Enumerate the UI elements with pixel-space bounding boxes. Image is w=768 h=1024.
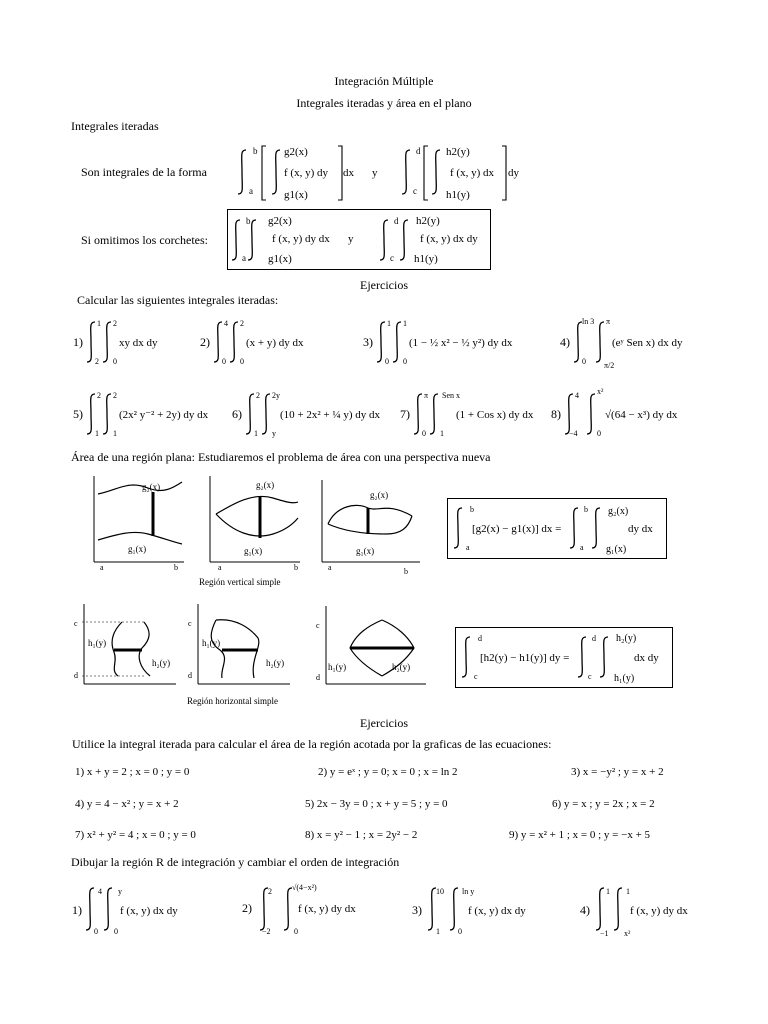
vertical-caption: Región vertical simple [199,577,281,587]
svg-text:0: 0 [597,429,601,438]
svg-text:0: 0 [403,357,407,366]
svg-text:1): 1) [73,335,83,349]
svg-text:0: 0 [113,357,117,366]
svg-text:0: 0 [294,927,298,936]
svg-text:b: b [584,505,588,514]
omit-label: Si omitimos los corchetes: [81,233,208,247]
horizontal-formula [456,629,670,685]
svg-text:dx: dx [343,167,354,179]
svg-text:g₁(x): g₁(x) [128,544,147,554]
svg-text:0: 0 [114,927,118,936]
svg-text:h₂(y): h₂(y) [266,658,285,668]
svg-text:1: 1 [626,887,630,896]
exercise-4 [560,317,683,370]
svg-text:d: d [592,634,596,643]
area-exercise-7: 7) x² + y² = 4 ; x = 0 ; y = 0 [75,829,196,841]
svg-text:g₁(x): g₁(x) [244,546,263,556]
svg-text:c: c [188,619,192,628]
svg-text:c: c [74,619,78,628]
svg-text:b: b [174,563,178,572]
svg-text:(10 + 2x² + ¼ y) dy dx: (10 + 2x² + ¼ y) dy dx [280,409,381,421]
exercise-row-1 [73,316,753,372]
svg-text:a: a [580,543,584,552]
svg-text:0: 0 [222,357,226,366]
svg-text:d: d [394,216,399,226]
svg-text:1: 1 [403,319,407,328]
area-exercise-1: 1) x + y = 2 ; x = 0 ; y = 0 [75,766,190,778]
svg-text:b: b [246,216,251,226]
svg-text:x²: x² [624,929,631,938]
svg-text:√(4−x²): √(4−x²) [292,883,317,892]
svg-text:ln y: ln y [462,887,475,896]
svg-text:0: 0 [94,927,98,936]
svg-text:7): 7) [400,407,410,421]
exercise-6 [232,391,381,438]
svg-text:10: 10 [436,887,444,896]
svg-text:0: 0 [240,357,244,366]
exercise-5 [73,391,209,438]
svg-text:d: d [416,146,421,156]
svg-text:h₂(y): h₂(y) [616,633,637,644]
svg-text:1: 1 [95,429,99,438]
svg-text:0: 0 [385,357,389,366]
svg-text:2y: 2y [272,391,280,400]
svg-text:6): 6) [232,407,242,421]
svg-text:y: y [348,233,354,245]
area-exercise-2: 2) y = eˣ ; y = 0; x = 0 ; x = ln 2 [318,766,458,778]
svg-text:1: 1 [97,319,101,328]
page-title: Integración Múltiple [334,74,434,88]
svg-text:(x + y) dy dx: (x + y) dy dx [246,337,304,349]
svg-text:c: c [474,672,478,681]
ejercicios-heading-1: Ejercicios [360,278,408,292]
svg-text:h₂(y): h₂(y) [392,662,411,672]
ejercicios-instruction-2: Utilice la integral iterada para calcular el área de la región acotada por la graficas de las ecuaciones: [72,737,552,751]
svg-text:2: 2 [113,391,117,400]
svg-text:a: a [242,253,246,263]
iterated-integral-forms [232,142,532,202]
exercise-row-2 [73,388,753,444]
svg-text:Sen x: Sen x [442,391,460,400]
svg-text:5): 5) [73,407,83,421]
svg-text:g1(x): g1(x) [268,253,292,265]
svg-text:0: 0 [422,429,426,438]
section-heading-iteradas: Integrales iteradas [71,119,159,133]
svg-text:g₁(x): g₁(x) [606,544,627,555]
svg-text:1: 1 [440,429,444,438]
svg-text:ln 3: ln 3 [582,317,595,326]
svg-text:g₂(x): g₂(x) [256,480,275,490]
svg-text:8): 8) [551,407,561,421]
exercise-2 [200,319,304,366]
form-label: Son integrales de la forma [81,165,207,179]
svg-text:1): 1) [72,903,82,917]
svg-text:π: π [424,391,429,400]
svg-text:h₁(y): h₁(y) [328,662,347,672]
svg-text:2): 2) [200,335,210,349]
svg-text:f (x, y) dy dx: f (x, y) dy dx [630,905,688,917]
area-exercise-5: 5) 2x − 3y = 0 ; x + y = 5 ; y = 0 [305,798,448,810]
svg-text:dy dx: dy dx [628,523,653,535]
svg-text:b: b [404,567,408,576]
svg-text:3): 3) [412,903,422,917]
svg-text:1: 1 [606,887,610,896]
cambio-instruction: Dibujar la región R de integración y cambiar el orden de integración [71,855,400,869]
boxed-integral-forms [228,212,488,268]
svg-text:0: 0 [582,357,586,366]
exercise-7 [400,391,534,438]
svg-text:c: c [588,672,592,681]
horizontal-region-figures [70,602,320,692]
svg-text:4: 4 [224,319,228,328]
svg-text:f (x, y) dx dy: f (x, y) dx dy [120,905,178,917]
svg-text:g₁(x): g₁(x) [356,546,375,556]
svg-text:h₁(y): h₁(y) [614,673,635,684]
svg-text:0: 0 [458,927,462,936]
svg-text:h2(y): h2(y) [446,146,470,158]
svg-text:4: 4 [98,887,102,896]
area-exercise-4: 4) y = 4 − x² ; y = x + 2 [75,798,179,810]
area-heading: Área de una región plana: Estudiaremos el problema de área con una perspectiva nueva [71,450,491,464]
svg-text:a: a [218,563,222,572]
svg-text:a: a [100,563,104,572]
svg-text:2: 2 [256,391,260,400]
svg-text:x²: x² [597,387,604,396]
svg-text:a: a [466,543,470,552]
svg-text:2): 2) [242,901,252,915]
cambio-exercise-4 [580,887,688,938]
svg-text:h2(y): h2(y) [416,215,440,227]
svg-text:h1(y): h1(y) [446,189,470,201]
svg-text:1: 1 [113,429,117,438]
page-subtitle: Integrales iteradas y área en el plano [296,96,472,110]
svg-text:d: d [74,671,78,680]
exercise-3 [363,319,513,366]
exercise-8 [551,387,678,438]
cambio-exercise-2 [242,883,356,936]
svg-text:4): 4) [560,335,570,349]
cambio-exercise-3 [412,887,526,936]
svg-text:g1(x): g1(x) [284,189,308,201]
svg-text:(2x² y⁻² + 2y) dy dx: (2x² y⁻² + 2y) dy dx [119,409,209,421]
svg-text:2: 2 [268,887,272,896]
svg-text:h₁(y): h₁(y) [88,638,107,648]
cambio-exercise-1 [72,887,178,936]
svg-text:f (x, y) dx: f (x, y) dx [450,167,494,179]
svg-text:1: 1 [387,319,391,328]
svg-text:−1: −1 [600,929,609,938]
area-exercise-6: 6) y = x ; y = 2x ; x = 2 [552,798,655,810]
svg-text:[h2(y) − h1(y)] dy =: [h2(y) − h1(y)] dy = [480,652,570,664]
svg-text:g2(x): g2(x) [268,215,292,227]
svg-text:c: c [390,253,394,263]
svg-text:b: b [470,505,474,514]
svg-text:2: 2 [240,319,244,328]
horizontal-caption: Región horizontal simple [187,696,278,706]
svg-text:1: 1 [436,927,440,936]
svg-text:a: a [249,186,253,196]
svg-text:2: 2 [113,319,117,328]
svg-text:−2: −2 [262,927,271,936]
svg-text:g₂(x): g₂(x) [608,506,629,517]
svg-text:h1(y): h1(y) [414,253,438,265]
svg-text:√(64 − x³) dy dx: √(64 − x³) dy dx [605,409,678,421]
ejercicios-instruction-1: Calcular las siguientes integrales iteradas: [77,293,279,307]
svg-text:c: c [316,621,320,630]
svg-text:2: 2 [95,357,99,366]
svg-text:f (x, y) dy: f (x, y) dy [284,167,328,179]
svg-text:g₂(x): g₂(x) [370,490,389,500]
svg-text:dy: dy [508,167,519,179]
svg-text:π: π [606,317,611,326]
svg-text:π/2: π/2 [604,361,615,370]
svg-text:3): 3) [363,335,373,349]
svg-text:2: 2 [97,391,101,400]
svg-text:f (x, y) dy dx: f (x, y) dy dx [272,233,330,245]
svg-text:(eʸ Sen x) dx dy: (eʸ Sen x) dx dy [612,337,683,349]
vertical-formula [448,500,664,556]
svg-text:c: c [413,186,417,196]
svg-text:g2(x): g2(x) [284,146,308,158]
svg-text:h₂(y): h₂(y) [152,658,171,668]
svg-text:4): 4) [580,903,590,917]
svg-text:b: b [253,146,258,156]
svg-text:d: d [188,671,192,680]
svg-text:d: d [316,673,320,682]
ejercicios-heading-2: Ejercicios [360,716,408,730]
svg-text:y: y [118,887,122,896]
svg-text:4: 4 [575,391,579,400]
svg-text:h₁(y): h₁(y) [202,638,221,648]
vertical-region-figure-3 [316,478,426,578]
svg-text:y: y [372,167,378,179]
svg-text:f (x, y) dy dx: f (x, y) dy dx [298,903,356,915]
cambio-row [72,882,702,940]
svg-text:xy dx dy: xy dx dy [119,337,158,349]
svg-text:1: 1 [254,429,258,438]
area-exercise-3: 3) x = −y² ; y = x + 2 [571,766,664,778]
svg-text:(1 − ½ x² − ½ y²) dy dx: (1 − ½ x² − ½ y²) dy dx [409,337,513,349]
area-exercise-8: 8) x = y² − 1 ; x = 2y² − 2 [305,829,418,841]
svg-text:g₂(x): g₂(x) [142,482,161,492]
svg-text:−4: −4 [569,429,578,438]
svg-text:[g2(x) − g1(x)] dx =: [g2(x) − g1(x)] dx = [472,523,562,535]
horizontal-region-figure-3 [312,604,432,692]
svg-text:y: y [272,429,276,438]
svg-text:f (x, y) dx dy: f (x, y) dx dy [468,905,526,917]
svg-text:(1 + Cos x) dy dx: (1 + Cos x) dy dx [456,409,534,421]
svg-text:d: d [478,634,482,643]
svg-text:dx dy: dx dy [634,652,659,664]
svg-text:b: b [294,563,298,572]
svg-text:f (x, y) dx dy: f (x, y) dx dy [420,233,478,245]
svg-text:a: a [328,563,332,572]
area-exercise-9: 9) y = x² + 1 ; x = 0 ; y = −x + 5 [509,829,651,841]
exercise-1 [73,319,158,366]
